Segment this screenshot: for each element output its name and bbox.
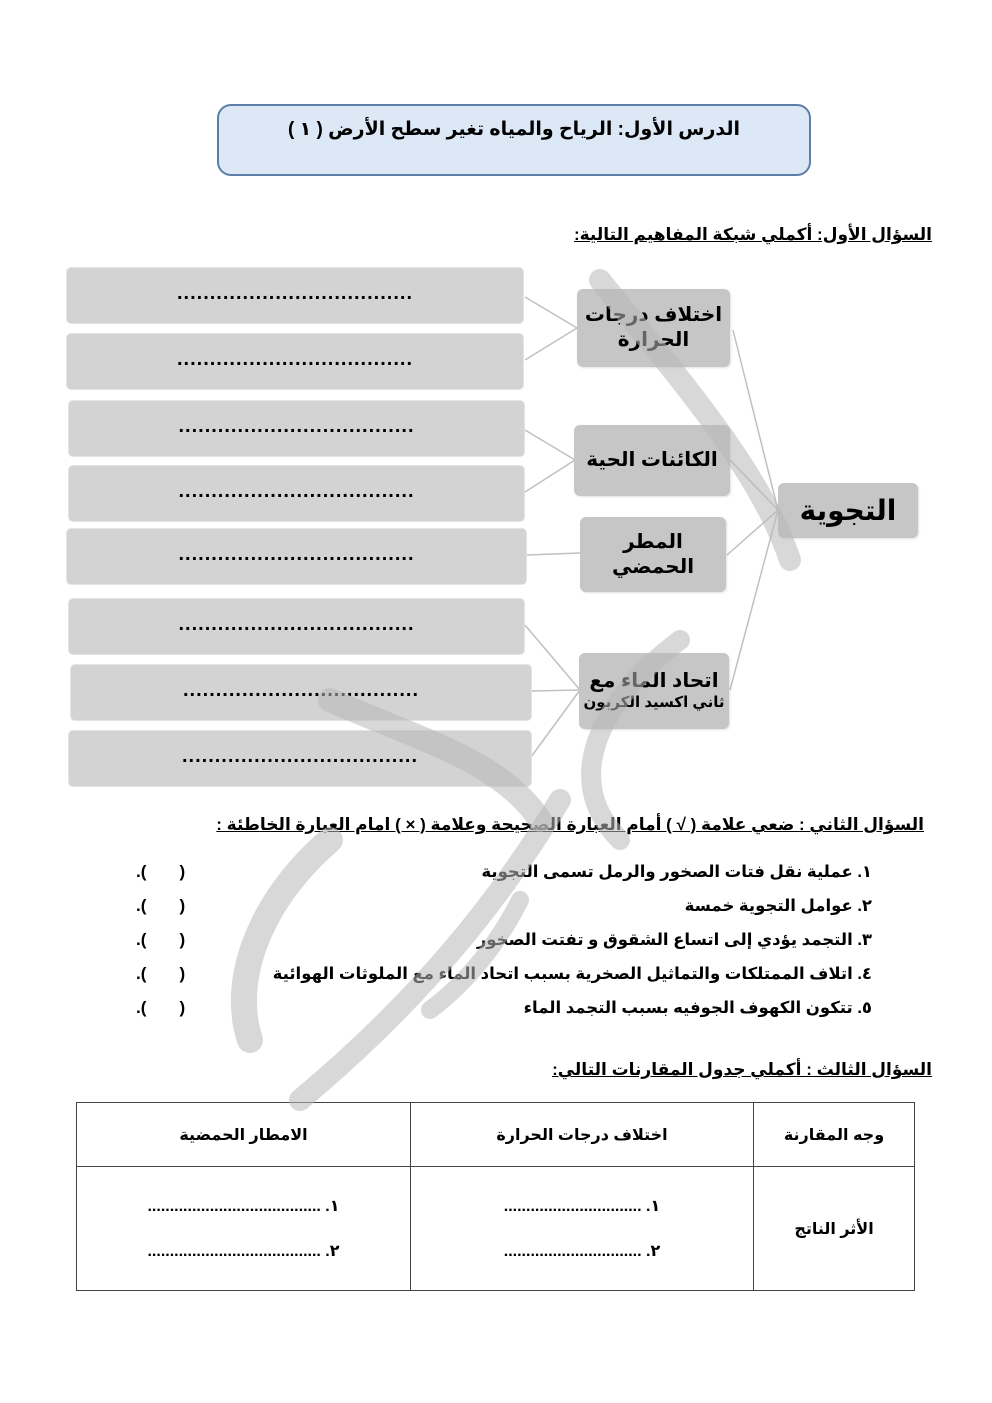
connector-root-branch3: [727, 510, 778, 555]
concept-node-acid-rain-line1: المطر: [623, 530, 683, 553]
tf-statement-5: ٥. تتكون الكهوف الجوفيه بسبب التجمد الماء: [523, 999, 872, 1017]
concept-node-carbon-dioxide: [579, 653, 729, 729]
comparison-cell-temperature: [411, 1167, 754, 1291]
tf-answer-5[interactable]: ( ).: [136, 998, 186, 1017]
temperature-effect-2[interactable]: ٢. ...............................: [503, 1242, 661, 1260]
temperature-effect-1[interactable]: ١. ...............................: [503, 1197, 661, 1215]
concept-root-weathering: [778, 483, 918, 538]
connector-branch4-blank1: [525, 625, 580, 690]
concept-node-carbon-dioxide-line2: ثاني اكسيد الكربون: [583, 694, 725, 712]
question3-heading: السؤال الثالث : أكملي جدول المقارنات التالي:: [552, 1060, 932, 1079]
tf-answer-1[interactable]: ( ).: [136, 862, 186, 881]
comparison-header-temperature: اختلاف درجات الحرارة: [411, 1103, 754, 1167]
acid-rain-effect-1[interactable]: ١. .......................................: [147, 1197, 340, 1215]
connector-branch2-blank2: [525, 460, 575, 492]
acid-rain-effect-2[interactable]: ٢. .......................................: [147, 1242, 340, 1260]
connector-root-branch2: [730, 460, 778, 510]
comparison-row-label: الأثر الناتج: [754, 1167, 915, 1291]
concept-blank-1[interactable]: ....................................: [67, 268, 523, 323]
tf-answer-3[interactable]: ( ).: [136, 930, 186, 949]
concept-node-acid-rain-line2: الحمضي: [611, 555, 695, 578]
concept-blank-4[interactable]: ....................................: [69, 466, 524, 521]
connector-root-branch4: [730, 510, 778, 690]
comparison-header-aspect: وجه المقارنة: [754, 1103, 915, 1167]
question2-heading: السؤال الثاني : ضعي علامة ( √ ) أمام العبارة الصحيحة وعلامة ( × ) امام العبارة الخاطئة :: [216, 815, 924, 834]
connector-branch1-blank2: [525, 328, 577, 360]
watermark-stroke: [430, 900, 520, 1010]
comparison-cell-acid-rain: [77, 1167, 411, 1291]
concept-node-temperature-line2: الحرارة: [617, 329, 690, 351]
connector-branch3-blank1: [527, 553, 580, 555]
concept-node-temperature: [577, 289, 730, 367]
concept-node-carbon-dioxide-line1: اتحاد الماء مع: [589, 670, 719, 693]
comparison-header-acid-rain: الامطار الحمضية: [77, 1103, 411, 1167]
concept-blank-5[interactable]: ....................................: [67, 529, 526, 584]
connector-root-branch1: [733, 330, 778, 510]
concept-node-living-things: [574, 425, 730, 496]
concept-blank-8[interactable]: ....................................: [69, 731, 531, 786]
connector-branch4-blank2: [532, 690, 580, 691]
watermark-stroke: [300, 800, 560, 1100]
lesson-title: الدرس الأول: الرياح والمياه تغير سطح الأرض ( ١ ): [287, 119, 741, 140]
concept-blank-6[interactable]: ....................................: [69, 599, 524, 654]
concept-node-living-things-label: الكائنات الحية: [586, 449, 718, 471]
tf-statement-2: ٢. عوامل التجوية خمسة: [684, 897, 872, 915]
question1-heading: السؤال الأول: أكملي شبكة المفاهيم التالية:: [573, 225, 932, 244]
tf-answer-2[interactable]: ( ).: [136, 896, 186, 915]
comparison-header-row: [77, 1103, 915, 1167]
tf-statement-3: ٣. التجمد يؤدي إلى اتساع الشقوق و تفتت الصخور: [476, 931, 872, 949]
concept-blank-7[interactable]: ....................................: [71, 665, 531, 720]
concept-node-acid-rain: [580, 517, 726, 592]
comparison-table: [76, 1102, 915, 1291]
concept-root-label: التجوية: [799, 495, 897, 526]
connector-branch2-blank1: [525, 430, 575, 460]
connector-branch4-blank3: [531, 690, 580, 757]
tf-statement-4: ٤. اتلاف الممتلكات والتماثيل الصخرية بسبب اتحاد الماء مع الملوثات الهوائية: [272, 965, 872, 983]
comparison-row-effect: [77, 1167, 915, 1291]
connector-branch1-blank1: [525, 297, 577, 328]
concept-blank-3[interactable]: ....................................: [69, 401, 524, 456]
tf-statement-1: ١. عملية نقل فتات الصخور والرمل تسمى التجوية: [481, 863, 872, 881]
concept-node-temperature-line1: اختلاف درجات: [584, 304, 723, 326]
watermark-stroke: [244, 840, 330, 1040]
tf-answer-4[interactable]: ( ).: [136, 964, 186, 983]
concept-blank-2[interactable]: ....................................: [67, 334, 523, 389]
